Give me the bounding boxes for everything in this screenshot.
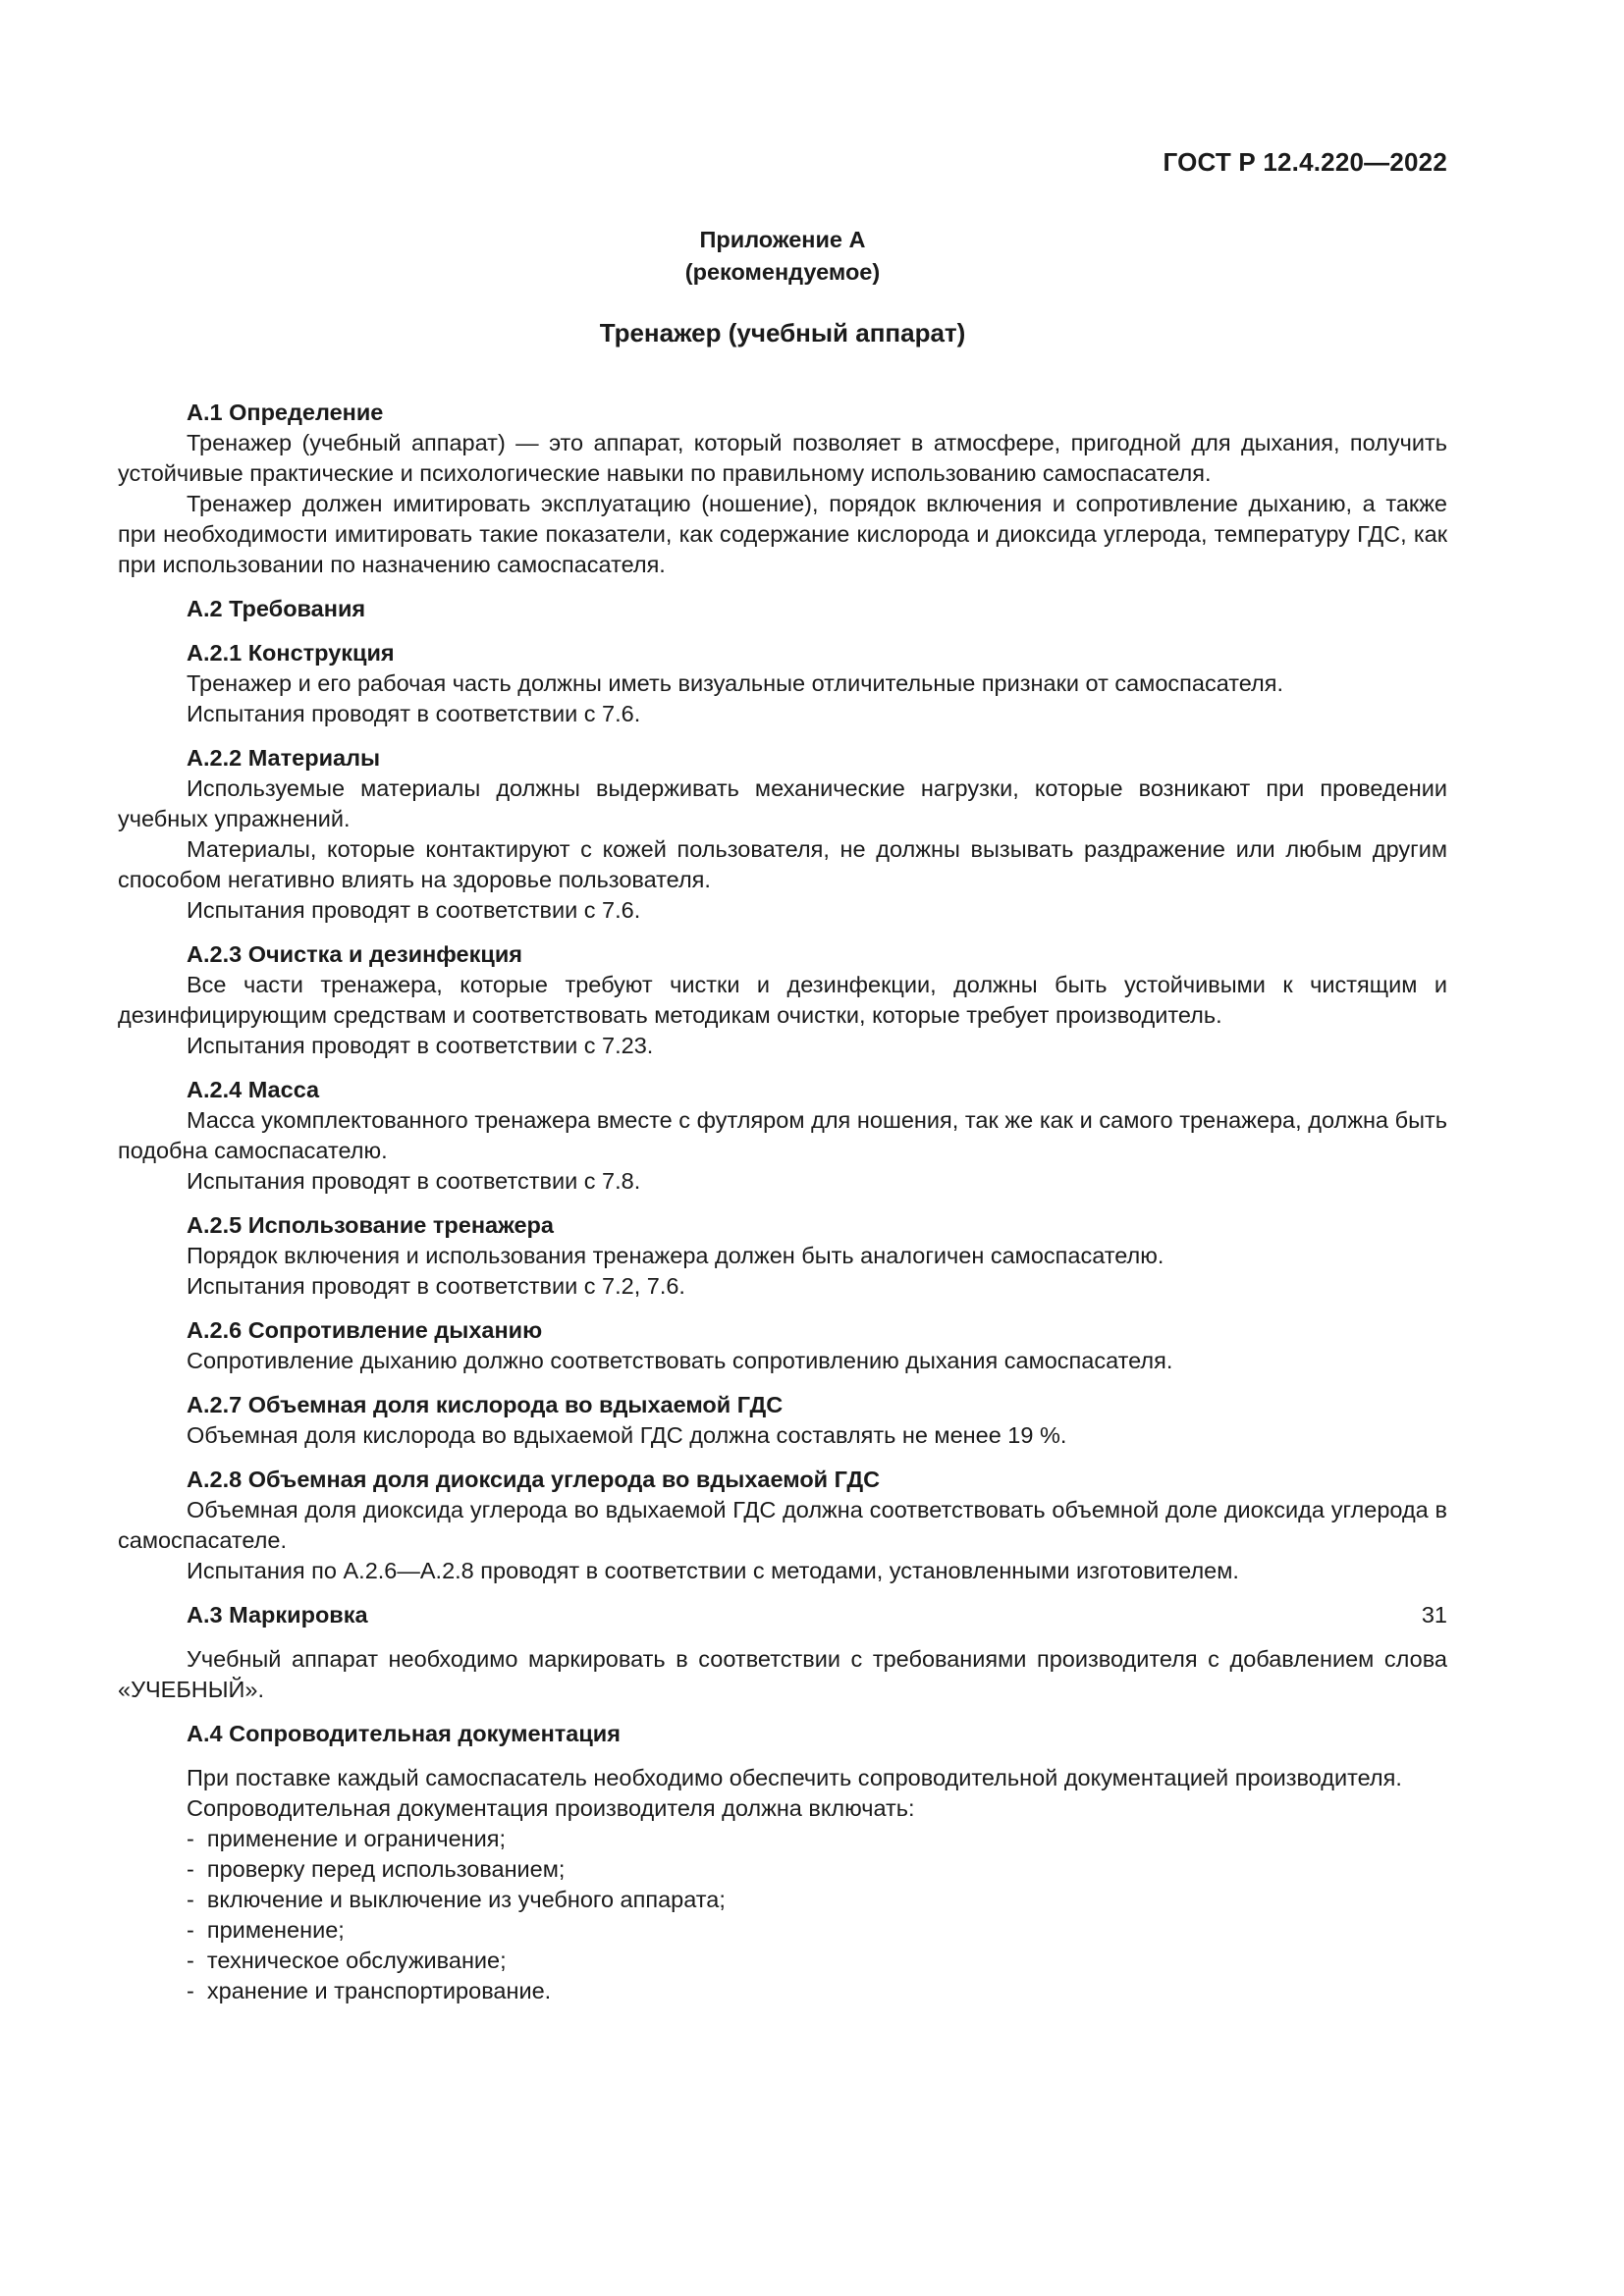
- section-heading-a2-2: А.2.2 Материалы: [187, 745, 381, 771]
- section-a2-5-paragraph: Порядок включения и использования тренажера должен быть аналогичен самоспасателю.: [187, 1243, 1164, 1268]
- section-heading-a1: А.1 Определение: [187, 400, 384, 425]
- list-item: - применение;: [187, 1915, 1447, 1946]
- section-heading-a2-3: А.2.3 Очистка и дезинфекция: [187, 941, 522, 967]
- annex-title: Тренажер (учебный аппарат): [599, 318, 966, 347]
- section-heading-a2-7: А.2.7 Объемная доля кислорода во вдыхаемой ГДС: [187, 1392, 784, 1417]
- list-item: - применение и ограничения;: [187, 1824, 1447, 1854]
- annex-type: (рекомендуемое): [684, 259, 881, 285]
- section-heading-a2: А.2 Требования: [187, 596, 366, 621]
- section-a2-7-paragraph: Объемная доля кислорода во вдыхаемой ГДС должна составлять не менее 19 %.: [187, 1422, 1067, 1448]
- section-a4-paragraph: Сопроводительная документация производителя должна включать:: [187, 1795, 915, 1821]
- section-a2-4-paragraph: Испытания проводят в соответствии с 7.8.: [187, 1168, 641, 1194]
- section-heading-a2-8: А.2.8 Объемная доля диоксида углерода во вдыхаемой ГДС: [187, 1467, 881, 1492]
- document-code: ГОСТ Р 12.4.220—2022: [1163, 147, 1447, 177]
- list-item: - проверку перед использованием;: [187, 1854, 1447, 1885]
- section-a2-3-paragraph: Испытания проводят в соответствии с 7.23.: [187, 1033, 654, 1058]
- section-a4-paragraph: При поставке каждый самоспасатель необходимо обеспечить сопроводительной документацией производителя.: [187, 1765, 1402, 1790]
- section-a2-4-paragraph: Масса укомплектованного тренажера вместе с футляром для ношения, так же как и самого тренажера, должна быть подобна самоспасателю.: [118, 1107, 1447, 1163]
- section-heading-a2-6: А.2.6 Сопротивление дыханию: [187, 1317, 543, 1343]
- section-a1-paragraph: Тренажер должен имитировать эксплуатацию (ношение), порядок включения и сопротивление дыханию, а также при необходимости имитировать такие показатели, как содержание кислорода и диоксида углерода, температуру ГДС, как при использовании по назначению самоспасателя.: [118, 491, 1447, 577]
- section-a2-5-paragraph: Испытания проводят в соответствии с 7.2, 7.6.: [187, 1273, 685, 1299]
- page-content: [118, 224, 1447, 2006]
- section-a2-1-paragraph: Испытания проводят в соответствии с 7.6.: [187, 701, 641, 726]
- section-a1-paragraph: Тренажер (учебный аппарат) — это аппарат, который позволяет в атмосфере, пригодной для дыхания, получить устойчивые практические и психологические навыки по правильному использованию самоспасателя.: [118, 430, 1447, 486]
- section-heading-a2-1: А.2.1 Конструкция: [187, 640, 395, 666]
- list-item: - техническое обслуживание;: [187, 1946, 1447, 1976]
- section-a3-paragraph: Учебный аппарат необходимо маркировать в соответствии с требованиями производителя с добавлением слова «УЧЕБНЫЙ».: [118, 1646, 1447, 1702]
- section-a2-3-paragraph: Все части тренажера, которые требуют чистки и дезинфекции, должны быть устойчивыми к чистящим и дезинфицирующим средствам и соответствовать методикам очистки, которые требует производитель.: [118, 972, 1447, 1028]
- section-heading-a2-4: А.2.4 Масса: [187, 1077, 320, 1102]
- section-a2-6-paragraph: Сопротивление дыханию должно соответствовать сопротивлению дыхания самоспасателя.: [187, 1348, 1173, 1373]
- section-a2-8-paragraph: Объемная доля диоксида углерода во вдыхаемой ГДС должна соответствовать объемной доле диоксида углерода в самоспасателе.: [118, 1497, 1447, 1553]
- section-a2-2-paragraph: Испытания проводят в соответствии с 7.6.: [187, 897, 641, 923]
- documentation-contents-list: [118, 1824, 1447, 2006]
- page-number: 31: [1421, 1602, 1447, 1628]
- list-item: - включение и выключение из учебного аппарата;: [187, 1885, 1447, 1915]
- annex-label: Приложение А: [699, 227, 866, 252]
- section-a2-1-paragraph: Тренажер и его рабочая часть должны иметь визуальные отличительные признаки от самоспасателя.: [187, 670, 1284, 696]
- section-heading-a4: А.4 Сопроводительная документация: [187, 1721, 621, 1746]
- section-a2-2-paragraph: Используемые материалы должны выдерживать механические нагрузки, которые возникают при проведении учебных упражнений.: [118, 775, 1447, 831]
- list-item: - хранение и транспортирование.: [187, 1976, 1447, 2006]
- section-a2-2-paragraph: Материалы, которые контактируют с кожей пользователя, не должны вызывать раздражение или любым другим способом негативно влиять на здоровье пользователя.: [118, 836, 1447, 892]
- section-heading-a3: А.3 Маркировка: [187, 1602, 368, 1628]
- section-a2-8-paragraph: Испытания по А.2.6—А.2.8 проводят в соответствии с методами, установленными изготовителем.: [187, 1558, 1239, 1583]
- section-heading-a2-5: А.2.5 Использование тренажера: [187, 1212, 554, 1238]
